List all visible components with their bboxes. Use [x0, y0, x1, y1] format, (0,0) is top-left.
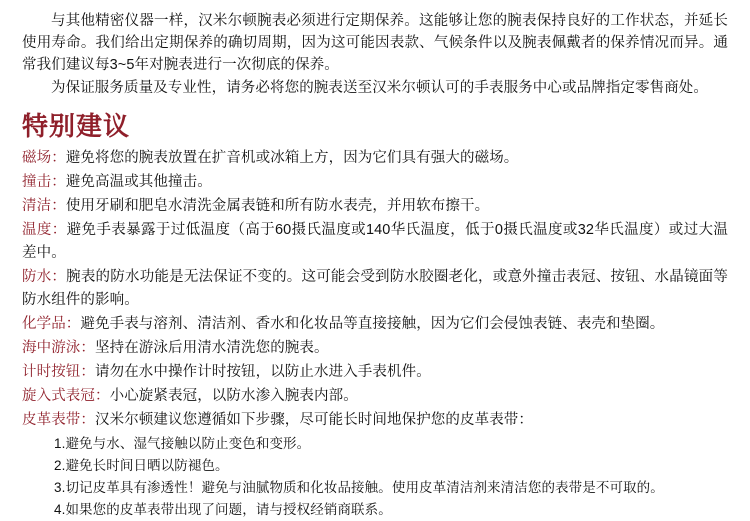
- tip-item-magnetic: [22, 147, 728, 170]
- tip-item-water-resistance: [22, 266, 728, 312]
- tip-body: 避免手表暴露于过低温度（高于60摄氏温度或140华氏温度，低于0摄氏温度或32华氏温度）或过大温差中。: [22, 222, 728, 261]
- tip-item-shock: [22, 171, 728, 194]
- tip-label: 清洁：: [22, 198, 66, 214]
- tip-label: 温度：: [22, 222, 67, 238]
- tip-body: 请勿在水中操作计时按钮，以防止水进入手表机件。: [95, 364, 431, 380]
- tips-list: [22, 147, 728, 432]
- tip-label: 计时按钮：: [22, 364, 95, 380]
- tip-item-cleaning: [22, 195, 728, 218]
- intro-paragraph-2: 为保证服务质量及专业性，请务必将您的腕表送至汉米尔顿认可的手表服务中心或品牌指定零售商处。: [51, 80, 708, 96]
- tip-body: 小心旋紧表冠，以防水渗入腕表内部。: [109, 388, 358, 404]
- tip-body: 避免高温或其他撞击。: [65, 174, 212, 190]
- leather-step-1: 1.避免与水、湿气接触以防止变色和变形。: [54, 436, 311, 451]
- tip-item-chronograph-pushers: [22, 361, 728, 384]
- tip-body: 避免手表与溶剂、清洁剂、香水和化妆品等直接接触，因为它们会侵蚀表链、表壳和垫圈。: [80, 316, 665, 332]
- tip-body: 使用牙刷和肥皂水清洗金属表链和所有防水表壳，并用软布擦干。: [65, 198, 490, 214]
- tip-label: 磁场：: [22, 150, 66, 166]
- tip-label: 皮革表带：: [22, 412, 95, 428]
- tip-body: 汉米尔顿建议您遵循如下步骤，尽可能长时间地保护您的皮革表带：: [95, 412, 533, 428]
- tip-label: 撞击：: [22, 174, 66, 190]
- tip-item-sea-swimming: [22, 337, 728, 360]
- tip-item-temperature: [22, 219, 728, 265]
- tip-item-leather-strap: [22, 409, 728, 432]
- tip-body: 腕表的防水功能是无法保证不变的。这可能会受到防水胶圈老化，或意外撞击表冠、按钮、水晶镜面等防水组件的影响。: [22, 269, 728, 308]
- tip-item-screw-down-crown: [22, 385, 728, 408]
- leather-steps-list: [22, 433, 728, 521]
- tip-label: 防水：: [22, 269, 67, 285]
- tip-body: 避免将您的腕表放置在扩音机或冰箱上方，因为它们具有强大的磁场。: [65, 150, 519, 166]
- tip-item-chemicals: [22, 313, 728, 336]
- tip-body: 坚持在游泳后用清水清洗您的腕表。: [95, 340, 329, 356]
- section-title: 特别建议: [22, 111, 131, 141]
- tip-label: 旋入式表冠：: [22, 388, 110, 404]
- tip-label: 海中游泳：: [22, 340, 95, 356]
- leather-step-4: 4.如果您的皮革表带出现了问题，请与授权经销商联系。: [54, 502, 392, 517]
- leather-step-3: 3.切记皮革具有渗透性！避免与油腻物质和化妆品接触。使用皮革清洁剂来清洁您的表带是不可取的。: [54, 480, 664, 495]
- tip-label: 化学品：: [22, 316, 81, 332]
- leather-step-2: 2.避免长时间日晒以防褪色。: [54, 458, 229, 473]
- intro-paragraph-1: 与其他精密仪器一样，汉米尔顿腕表必须进行定期保养。这能够让您的腕表保持良好的工作状态，并延长使用寿命。我们给出定期保养的确切周期，因为这可能因表款、气候条件以及腕表佩戴者的保养情况而异。通常我们建议每3~5年对腕表进行一次彻底的保养。: [22, 13, 728, 73]
